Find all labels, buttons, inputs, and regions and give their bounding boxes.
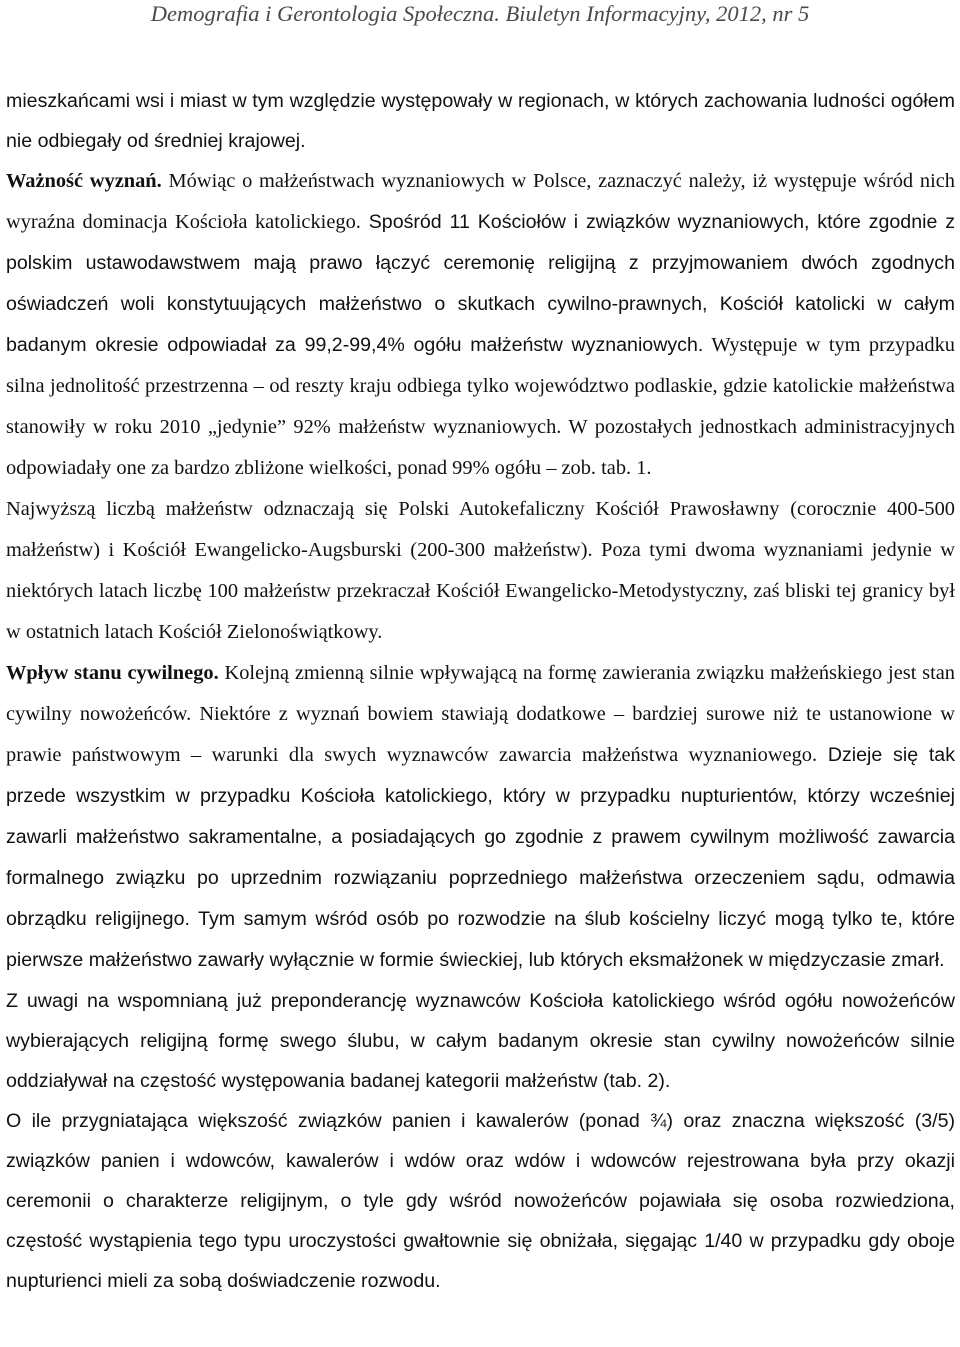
paragraph-5 [6,981,955,1101]
paragraph-2-sentence-4: W pozostałych jednostkach administracyjnych odpowiadały one za bardzo zbliżone wielkości, ponad 99% ogółu – zob. tab. 1. [6,416,955,479]
paragraph-2-sentence-3: Występuje w tym przypadku silna jednolitość przestrzenna – od reszty kraju odbiega tylko województwo podlaskie, gdzie katolickie małżeństwa stanowiły w roku 2010 „jedynie” 92% małżeństw wyznaniowych. [6,334,955,438]
document-page [6,0,955,1301]
paragraph-4-sentence-2: Niektóre z wyznań bowiem stawiają dodatkowe – bardziej surowe niż te ustanowione w prawie państwowym – warunki dla swych wyznawców zawarcia małżeństwa wyznaniowego. [6,703,955,766]
paragraph-1-text: mieszkańcami wsi i miast w tym względzie występowały w regionach, w których zachowania ludności ogółem nie odbiegały od średniej krajowej. [6,90,955,152]
paragraph-2 [6,161,955,489]
paragraph-2-sentence-1: Mówiąc o małżeństwach wyznaniowych w Polsce, zaznaczyć należy, iż występuje wśród nich wyraźna dominacja Kościoła katolickiego. [6,170,955,233]
running-header: Demografia i Gerontologia Społeczna. Biuletyn Informacyjny, 2012, nr 5 [150,1,810,26]
paragraph-1 [6,81,955,161]
paragraph-3 [6,489,955,653]
paragraph-3-sentence-2: Poza tymi dwoma wyznaniami jedynie w niektórych latach liczbę 100 małżeństw przekraczał Kościół Ewangelicko-Metodystyczny, zaś bliski tej granicy był w ostatnich latach Kościół Zielonoświątkowy. [6,539,955,643]
paragraph-2-sentence-2: Spośród 11 Kościołów i związków wyznaniowych, które zgodnie z polskim ustawodawstwem mają prawo łączyć ceremonię religijną z przyjmowaniem dwóch zgodnych oświadczeń woli konstytuujących małżeństwo o skutkach cywilno-prawnych, Kościół katolicki w całym badanym okresie odpowiadał za 99,2-99,4% ogółu małżeństw wyznaniowych. [6,211,955,356]
paragraph-5-text: Z uwagi na wspomnianą już preponderancję wyznawców Kościoła katolickiego wśród ogółu nowożeńców wybierających religijną formę swego ślubu, w całym badanym okresie stan cywilny nowożeńców silnie oddziaływał na częstość występowania badanej kategorii małżeństw (tab. 2). [6,990,955,1092]
paragraph-4-sentence-3: Dzieje się tak przede wszystkim w przypadku Kościoła katolickiego, który w przypadku nupturientów, którzy wcześniej zawarli małżeństwo sakramentalne, a posiadających go zgodnie z prawem cywilnym możliwość zawarcia formalnego związku po uprzednim rozwiązaniu poprzedniego małżeństwa orzeczeniem sądu, odmawia obrządku religijnego. Tym samym wśród osób po rozwodzie na ślub kościelny liczyć mogą tylko te, które pierwsze małżeństwo zawarły wyłącznie w formie świeckiej, lub których eksmałżonek w międzyczasie zmarł. [6,744,955,971]
paragraph-6-text: O ile przygniatająca większość związków panien i kawalerów (ponad ¾) oraz znaczna większość (3/5) związków panien i wdowców, kawalerów i wdów oraz wdów i wdowców rejestrowana była przy okazji ceremonii o charakterze religijnym, o tyle gdy wśród nowożeńców pojawiała się osoba rozwiedziona, częstość wystąpienia tego typu uroczystości gwałtownie się obniżała, sięgając 1/40 w przypadku gdy oboje nupturienci mieli za sobą doświadczenie rozwodu. [6,1110,955,1292]
paragraph-4-sentence-1: Kolejną zmienną silnie wpływającą na formę zawierania związku małżeńskiego jest stan cywilny nowożeńców. [6,662,955,725]
paragraph-6 [6,1101,955,1301]
paragraph-4 [6,653,955,981]
paragraph-2-heading: Ważność wyznań. [6,170,162,192]
paragraph-3-sentence-1: Najwyższą liczbą małżeństw odznaczają się Polski Autokefaliczny Kościół Prawosławny (corocznie 400-500 małżeństw) i Kościół Ewangelicko-Augsburski (200-300 małżeństw). [6,498,955,561]
article-body [6,81,955,1301]
paragraph-4-heading: Wpływ stanu cywilnego. [6,662,219,684]
